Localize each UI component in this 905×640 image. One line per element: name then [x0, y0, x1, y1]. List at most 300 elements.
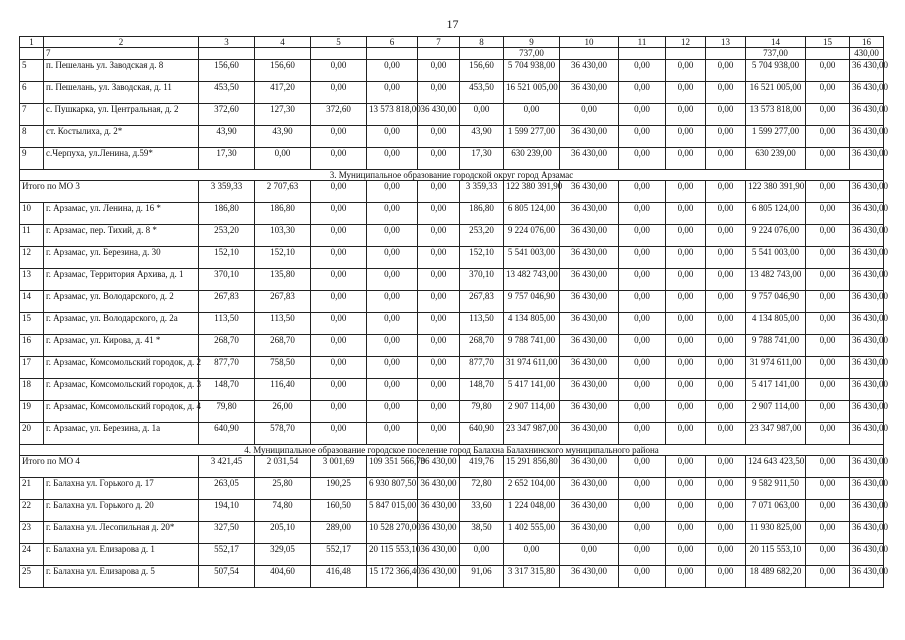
table-cell: 186,80 [460, 203, 504, 225]
address-cell: г. Арзамас, Комсомольский городок, д. 2 [44, 357, 199, 379]
table-cell: 4 134 805,00 [746, 313, 806, 335]
address-cell: ст. Костылиха, д. 2* [44, 126, 199, 148]
table-cell: 0,00 [806, 82, 850, 104]
row-number: 17 [20, 357, 44, 379]
table-cell: 0,00 [619, 126, 666, 148]
table-cell: 0,00 [619, 423, 666, 445]
column-number-cell: 1 [20, 37, 44, 48]
table-cell: 17,30 [199, 148, 255, 170]
table-cell: 0,00 [806, 148, 850, 170]
total-label: Итого по МО 4 [20, 456, 199, 478]
table-cell: 122 380 391,90 [504, 181, 560, 203]
table-cell: 404,60 [255, 566, 311, 588]
table-cell: 0,00 [706, 566, 746, 588]
table-cell: 0,00 [560, 544, 619, 566]
row-number: 18 [20, 379, 44, 401]
table-cell: 419,76 [460, 456, 504, 478]
table-cell: 0,00 [311, 335, 367, 357]
table-cell: 9 757 046,90 [746, 291, 806, 313]
row-number: 23 [20, 522, 44, 544]
table-cell: 9 788 741,00 [746, 335, 806, 357]
table-cell: 23 347 987,00 [746, 423, 806, 445]
table-cell: 0,00 [619, 544, 666, 566]
table-cell [560, 48, 619, 60]
row-number: 5 [20, 60, 44, 82]
table-cell: 36 430,00 [850, 522, 884, 544]
table-cell: 0,00 [706, 104, 746, 126]
column-number-cell: 4 [255, 37, 311, 48]
table-cell: 3 317 315,80 [504, 566, 560, 588]
table-cell: 0,00 [311, 225, 367, 247]
table-cell: 17,30 [460, 148, 504, 170]
table-cell: 0,00 [666, 423, 706, 445]
table-cell: 0,00 [418, 203, 460, 225]
table-cell: 36 430,00 [850, 357, 884, 379]
table-cell: 0,00 [706, 181, 746, 203]
table-cell: 0,00 [418, 313, 460, 335]
table-cell: 190,25 [311, 478, 367, 500]
table-cell: 26,00 [255, 401, 311, 423]
table-cell: 36 430,00 [850, 247, 884, 269]
table-cell: 0,00 [418, 291, 460, 313]
table-cell: 38,50 [460, 522, 504, 544]
row-number: 12 [20, 247, 44, 269]
address-cell: г. Балахна ул. Горького д. 20 [44, 500, 199, 522]
section-heading-row [20, 170, 884, 181]
row-number: 15 [20, 313, 44, 335]
table-cell: 0,00 [806, 225, 850, 247]
table-cell: 0,00 [666, 379, 706, 401]
table-cell: 0,00 [706, 203, 746, 225]
table-cell: 0,00 [666, 82, 706, 104]
column-number-cell: 14 [746, 37, 806, 48]
table-cell: 36 430,00 [560, 423, 619, 445]
table-cell: 0,00 [367, 126, 418, 148]
table-cell: 370,10 [460, 269, 504, 291]
table-cell: 36 430,00 [560, 500, 619, 522]
table-cell: 0,00 [619, 82, 666, 104]
table-cell: 0,00 [706, 335, 746, 357]
table-cell: 0,00 [311, 313, 367, 335]
table-cell: 0,00 [418, 126, 460, 148]
table-cell: 0,00 [311, 423, 367, 445]
table-cell: 3 001,69 [311, 456, 367, 478]
table-cell: 2 652 104,00 [504, 478, 560, 500]
table-cell: 0,00 [418, 401, 460, 423]
table-cell: 36 430,00 [418, 456, 460, 478]
table-cell: 0,00 [806, 522, 850, 544]
table-cell: 72,80 [460, 478, 504, 500]
table-cell: 737,00 [504, 48, 560, 60]
table-cell: 43,90 [255, 126, 311, 148]
address-cell: г. Арзамас, Комсомольский городок, д. 3 [44, 379, 199, 401]
table-cell: 9 224 076,00 [504, 225, 560, 247]
column-number-cell: 16 [850, 37, 884, 48]
table-cell: 0,00 [806, 60, 850, 82]
table-cell: 0,00 [806, 478, 850, 500]
table-cell: 0,00 [367, 225, 418, 247]
table-row [20, 401, 884, 423]
address-cell: г. Балахна ул. Лесопильная д. 20* [44, 522, 199, 544]
table-cell: 36 430,00 [560, 401, 619, 423]
table-cell: 0,00 [367, 335, 418, 357]
table-cell: 15 172 366,40 [367, 566, 418, 588]
table-cell: 6 805 124,00 [746, 203, 806, 225]
table-cell: 194,10 [199, 500, 255, 522]
table-cell: 0,00 [666, 478, 706, 500]
row-number: 10 [20, 203, 44, 225]
table-cell: 0,00 [666, 247, 706, 269]
table-cell: 0,00 [706, 247, 746, 269]
address-cell: с.Черпуха, ул.Ленина, д.59* [44, 148, 199, 170]
table-row [20, 48, 884, 60]
table-cell: 268,70 [255, 335, 311, 357]
table-cell: 0,00 [666, 225, 706, 247]
table-cell: 36 430,00 [560, 357, 619, 379]
table-cell: 20 115 553,10 [367, 544, 418, 566]
table-cell: 36 430,00 [850, 401, 884, 423]
table-row [20, 247, 884, 269]
table-cell: 5 417 141,00 [746, 379, 806, 401]
table-cell: 267,83 [460, 291, 504, 313]
table-cell: 0,00 [619, 379, 666, 401]
table-cell: 0,00 [666, 291, 706, 313]
table-cell: 31 974 611,00 [504, 357, 560, 379]
table-cell: 0,00 [504, 104, 560, 126]
table-cell: 0,00 [619, 104, 666, 126]
address-cell: г. Арзамас, ул. Володарского, д. 2 [44, 291, 199, 313]
table-row [20, 148, 884, 170]
table-cell: 0,00 [367, 423, 418, 445]
table-row [20, 313, 884, 335]
table-cell: 0,00 [311, 357, 367, 379]
column-number-row [20, 37, 884, 48]
table-cell: 186,80 [255, 203, 311, 225]
table-cell: 0,00 [619, 456, 666, 478]
table-cell: 36 430,00 [560, 203, 619, 225]
table-cell: 0,00 [311, 401, 367, 423]
table-cell: 36 430,00 [850, 423, 884, 445]
table-cell: 453,50 [199, 82, 255, 104]
table-cell: 0,00 [418, 181, 460, 203]
table-cell: 5 704 938,00 [504, 60, 560, 82]
row-number [20, 48, 44, 60]
table-cell: 0,00 [418, 357, 460, 379]
row-number: 14 [20, 291, 44, 313]
row-number: 9 [20, 148, 44, 170]
table-cell: 36 430,00 [560, 181, 619, 203]
table-cell: 5 417 141,00 [504, 379, 560, 401]
table-cell: 0,00 [367, 203, 418, 225]
table-cell: 0,00 [367, 291, 418, 313]
table-cell: 0,00 [666, 566, 706, 588]
table-cell [255, 48, 311, 60]
table-cell: 13 573 818,00 [746, 104, 806, 126]
table-cell: 36 430,00 [850, 269, 884, 291]
table-cell: 0,00 [619, 500, 666, 522]
table-cell: 0,00 [666, 203, 706, 225]
table-cell: 1 402 555,00 [504, 522, 560, 544]
table-row [20, 544, 884, 566]
table-cell: 0,00 [311, 379, 367, 401]
table-cell: 2 031,54 [255, 456, 311, 478]
table-cell: 36 430,00 [850, 148, 884, 170]
table-cell: 36 430,00 [560, 313, 619, 335]
table-cell: 0,00 [666, 522, 706, 544]
total-row [20, 181, 884, 203]
column-number-cell: 11 [619, 37, 666, 48]
table-cell: 2 907 114,00 [746, 401, 806, 423]
table-cell: 0,00 [619, 269, 666, 291]
table-cell: 507,54 [199, 566, 255, 588]
column-number-cell: 7 [418, 37, 460, 48]
table-cell: 36 430,00 [560, 126, 619, 148]
table-cell: 79,80 [460, 401, 504, 423]
table-cell: 36 430,00 [560, 478, 619, 500]
table-cell: 135,80 [255, 269, 311, 291]
table-cell: 0,00 [806, 456, 850, 478]
table-cell: 0,00 [367, 379, 418, 401]
column-number-cell: 15 [806, 37, 850, 48]
table-cell: 0,00 [666, 126, 706, 148]
table-cell: 0,00 [619, 357, 666, 379]
table-cell: 6 805 124,00 [504, 203, 560, 225]
table-cell: 36 430,00 [850, 478, 884, 500]
table-cell [806, 48, 850, 60]
table-cell: 267,83 [199, 291, 255, 313]
table-cell: 0,00 [706, 544, 746, 566]
table-cell: 127,30 [255, 104, 311, 126]
table-cell: 33,60 [460, 500, 504, 522]
table-cell: 25,80 [255, 478, 311, 500]
table-cell: 0,00 [706, 269, 746, 291]
address-cell: г. Арзамас, пер. Тихий, д. 8 * [44, 225, 199, 247]
table-cell: 0,00 [806, 104, 850, 126]
address-cell: п. Пешелань, ул. Заводская, д. 11 [44, 82, 199, 104]
table-cell: 103,30 [255, 225, 311, 247]
table-cell: 0,00 [367, 60, 418, 82]
row-number: 25 [20, 566, 44, 588]
table-cell: 0,00 [706, 478, 746, 500]
table-row [20, 291, 884, 313]
table-cell: 0,00 [367, 313, 418, 335]
table-cell: 23 347 987,00 [504, 423, 560, 445]
row-number: 16 [20, 335, 44, 357]
table-cell: 0,00 [619, 291, 666, 313]
table-cell: 31 974 611,00 [746, 357, 806, 379]
table-cell [706, 48, 746, 60]
column-number-cell: 10 [560, 37, 619, 48]
table-cell: 0,00 [706, 82, 746, 104]
table-cell: 36 430,00 [850, 379, 884, 401]
table-cell: 36 430,00 [850, 203, 884, 225]
table-cell: 11 930 825,00 [746, 522, 806, 544]
table-cell: 36 430,00 [418, 522, 460, 544]
table-cell: 0,00 [418, 269, 460, 291]
table-row [20, 566, 884, 588]
table-cell: 36 430,00 [560, 82, 619, 104]
row-number: 24 [20, 544, 44, 566]
table-cell: 0,00 [619, 247, 666, 269]
table-cell: 0,00 [806, 357, 850, 379]
table-cell: 263,05 [199, 478, 255, 500]
table-cell: 124 643 423,50 [746, 456, 806, 478]
table-cell: 36 430,00 [850, 225, 884, 247]
table-row [20, 126, 884, 148]
column-number-cell: 3 [199, 37, 255, 48]
table-cell: 0,00 [666, 500, 706, 522]
table-row [20, 225, 884, 247]
address-cell: г. Арзамас, Территория Архива, д. 1 [44, 269, 199, 291]
address-cell: г. Балахна ул. Горького д. 17 [44, 478, 199, 500]
table-cell: 205,10 [255, 522, 311, 544]
table-cell: 36 430,00 [560, 247, 619, 269]
section-heading-row [20, 445, 884, 456]
table-cell: 0,00 [706, 423, 746, 445]
table-cell: 0,00 [619, 203, 666, 225]
column-number-cell: 2 [44, 37, 199, 48]
table-cell: 3 421,45 [199, 456, 255, 478]
table-cell: 453,50 [460, 82, 504, 104]
table-cell: 3 359,33 [460, 181, 504, 203]
table-cell: 18 489 682,20 [746, 566, 806, 588]
table-cell: 152,10 [199, 247, 255, 269]
table-cell: 0,00 [666, 148, 706, 170]
table-cell: 36 430,00 [560, 379, 619, 401]
table-cell [311, 48, 367, 60]
table-cell: 289,00 [311, 522, 367, 544]
table-cell: 578,70 [255, 423, 311, 445]
table-row [20, 335, 884, 357]
table-cell: 36 430,00 [850, 104, 884, 126]
table-cell: 36 430,00 [850, 126, 884, 148]
table-cell: 13 482 743,00 [746, 269, 806, 291]
table-cell: 36 430,00 [560, 291, 619, 313]
table-cell: 0,00 [418, 148, 460, 170]
address-cell: 7 [44, 48, 199, 60]
table-cell: 9 224 076,00 [746, 225, 806, 247]
table-cell: 36 430,00 [560, 225, 619, 247]
address-cell: г. Балахна ул. Елизарова д. 5 [44, 566, 199, 588]
table-cell: 0,00 [706, 500, 746, 522]
table-cell: 20 115 553,10 [746, 544, 806, 566]
column-number-cell: 6 [367, 37, 418, 48]
table-row [20, 522, 884, 544]
table-cell: 0,00 [367, 181, 418, 203]
table-cell: 253,20 [199, 225, 255, 247]
table-cell: 5 847 015,00 [367, 500, 418, 522]
table-cell: 0,00 [706, 126, 746, 148]
row-number: 21 [20, 478, 44, 500]
table-cell: 109 351 566,70 [367, 456, 418, 478]
table-cell: 640,90 [460, 423, 504, 445]
table-cell: 0,00 [806, 401, 850, 423]
table-cell: 36 430,00 [560, 148, 619, 170]
table-cell: 148,70 [199, 379, 255, 401]
table-cell: 148,70 [460, 379, 504, 401]
table-cell: 0,00 [666, 357, 706, 379]
table-cell: 5 704 938,00 [746, 60, 806, 82]
table-cell: 160,50 [311, 500, 367, 522]
table-cell: 36 430,00 [850, 60, 884, 82]
table-cell: 0,00 [806, 500, 850, 522]
table-cell: 0,00 [706, 522, 746, 544]
table-cell: 0,00 [619, 335, 666, 357]
table-cell: 0,00 [706, 225, 746, 247]
table-cell: 0,00 [706, 60, 746, 82]
table-cell: 36 430,00 [418, 500, 460, 522]
table-cell: 156,60 [255, 60, 311, 82]
table-cell: 36 430,00 [560, 60, 619, 82]
table-cell: 4 134 805,00 [504, 313, 560, 335]
table-cell: 1 599 277,00 [504, 126, 560, 148]
address-cell: г. Арзамас, ул. Ленина, д. 16 * [44, 203, 199, 225]
table-cell: 122 380 391,90 [746, 181, 806, 203]
table-cell: 156,60 [460, 60, 504, 82]
table-cell: 0,00 [619, 60, 666, 82]
table-cell: 0,00 [666, 313, 706, 335]
table-cell: 0,00 [311, 82, 367, 104]
table-cell: 0,00 [666, 60, 706, 82]
table-cell: 0,00 [666, 456, 706, 478]
table-cell: 13 573 818,00 [367, 104, 418, 126]
table-cell: 0,00 [619, 313, 666, 335]
row-number: 19 [20, 401, 44, 423]
table-cell: 0,00 [418, 379, 460, 401]
table-cell: 0,00 [367, 357, 418, 379]
table-cell: 0,00 [418, 225, 460, 247]
table-row [20, 478, 884, 500]
table-cell: 640,90 [199, 423, 255, 445]
table-cell: 0,00 [706, 291, 746, 313]
table-row [20, 82, 884, 104]
table-cell: 758,50 [255, 357, 311, 379]
row-number: 7 [20, 104, 44, 126]
table-cell: 0,00 [666, 335, 706, 357]
address-cell: с. Пушкарка, ул. Центральная, д. 2 [44, 104, 199, 126]
table-cell: 0,00 [560, 104, 619, 126]
address-cell: г. Балахна ул. Елизарова д. 1 [44, 544, 199, 566]
row-number: 20 [20, 423, 44, 445]
table-cell: 0,00 [619, 181, 666, 203]
table-cell: 0,00 [806, 335, 850, 357]
table-cell: 0,00 [806, 423, 850, 445]
table-cell: 9 788 741,00 [504, 335, 560, 357]
table-cell: 0,00 [706, 379, 746, 401]
table-cell: 0,00 [806, 126, 850, 148]
table-cell: 36 430,00 [418, 566, 460, 588]
table-cell: 36 430,00 [560, 335, 619, 357]
table-cell: 0,00 [418, 247, 460, 269]
table-cell: 0,00 [706, 148, 746, 170]
row-number: 13 [20, 269, 44, 291]
table-cell: 0,00 [311, 60, 367, 82]
table-row [20, 500, 884, 522]
address-cell: г. Арзамас, Комсомольский городок, д. 4 [44, 401, 199, 423]
table-cell: 417,20 [255, 82, 311, 104]
table-cell [199, 48, 255, 60]
table-cell: 372,60 [311, 104, 367, 126]
table-cell: 152,10 [460, 247, 504, 269]
table-cell: 0,00 [460, 104, 504, 126]
table-cell: 9 582 911,50 [746, 478, 806, 500]
table-cell: 113,50 [255, 313, 311, 335]
table-cell: 0,00 [806, 181, 850, 203]
column-number-cell: 12 [666, 37, 706, 48]
table-cell: 0,00 [367, 269, 418, 291]
table-cell: 0,00 [666, 401, 706, 423]
table-cell: 152,10 [255, 247, 311, 269]
